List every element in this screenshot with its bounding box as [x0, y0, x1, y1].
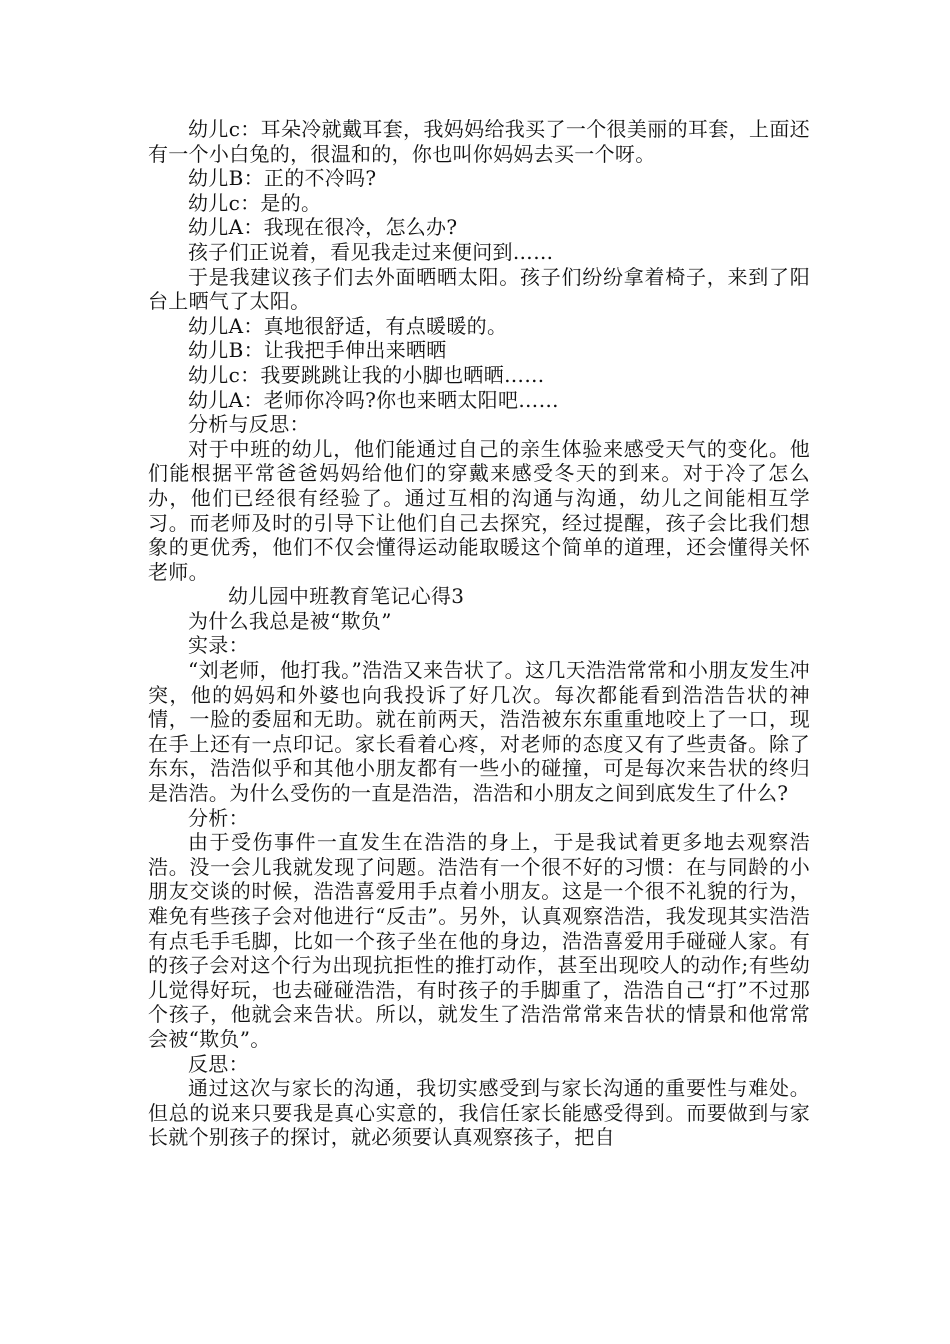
paragraph-analysis-body: 对于中班的幼儿，他们能通过自己的亲生体验来感受天气的变化。他们能根据平常爸爸妈妈给他们的穿戴来感受冬天的到来。对于冷了怎么办，他们已经很有经验了。通过互相的沟通与沟通，幼儿之间能相互学习。而老师及时的引导下让他们自己去探究，经过提醒，孩子会比我们想象的更优秀，他们不仅会懂得运动能取暖这个简单的道理，还会懂得关怀老师。 [148, 436, 810, 584]
paragraph-dialogue-6: 幼儿B：让我把手伸出来晒晒 [188, 338, 447, 363]
paragraph-dialogue-1: 幼儿c：耳朵冷就戴耳套，我妈妈给我买了一个很美丽的耳套，上面还有一个小白兔的，很温和的，你也叫你妈妈去买一个呀。 [148, 117, 810, 166]
paragraph-reflection-body: 通过这次与家长的沟通，我切实感受到与家长沟通的重要性与难处。但总的说来只要我是真心实意的，我信任家长能感受得到。而要做到与家长就个别孩子的探讨，就必须要认真观察孩子，把自 [148, 1076, 810, 1150]
section-label-record: 实录： [188, 633, 249, 658]
section-label-analysis-reflection: 分析与反思： [188, 412, 310, 437]
paragraph-dialogue-7: 幼儿c：我要跳跳让我的小脚也晒晒…… [188, 362, 545, 387]
paragraph-record-body: “刘老师，他打我。”浩浩又来告状了。这几天浩浩常常和小朋友发生冲突，他的妈妈和外婆也向我投诉了好几次。每次都能看到浩浩告状的神情，一脸的委屈和无助。就在前两天，浩浩被东东重重地咬上了一口，现在手上还有一点印记。家长看着心疼，对老师的态度又有了些责备。除了东东，浩浩似乎和其他小朋友都有一些小的碰撞，可是每次来告状的终归是浩浩。为什么受伤的一直是浩浩，浩浩和小朋友之间到底发生了什么? [148, 658, 810, 806]
paragraph-narration-1: 孩子们正说着，看见我走过来便问到…… [188, 239, 554, 264]
document-page [148, 117, 810, 1150]
section-label-reflection: 反思： [188, 1051, 249, 1076]
paragraph-dialogue-5: 幼儿A：真地很舒适，有点暖暖的。 [188, 313, 508, 338]
section-heading: 幼儿园中班教育笔记心得3 [228, 584, 465, 609]
section-title: 为什么我总是被“欺负” [188, 608, 392, 633]
paragraph-analysis-detail: 由于受伤事件一直发生在浩浩的身上，于是我试着更多地去观察浩浩。没一会儿我就发现了问题。浩浩有一个很不好的习惯：在与同龄的小朋友交谈的时候，浩浩喜爱用手点着小朋友。这是一个很不礼貌的行为，难免有些孩子会对他进行“反击”。另外，认真观察浩浩，我发现其实浩浩有点毛手毛脚，比如一个孩子坐在他的身边，浩浩喜爱用手碰碰人家。有的孩子会对这个行为出现抗拒性的推打动作，甚至出现咬人的动作;有些幼儿觉得好玩，也去碰碰浩浩，有时孩子的手脚重了，浩浩自己“打”不过那个孩子，他就会来告状。所以，就发生了浩浩常常来告状的情景和他常常会被“欺负”。 [148, 830, 810, 1051]
paragraph-dialogue-8: 幼儿A：老师你冷吗?你也来晒太阳吧…… [188, 387, 559, 412]
section-label-analysis: 分析： [188, 805, 249, 830]
paragraph-narration-2: 于是我建议孩子们去外面晒晒太阳。孩子们纷纷拿着椅子，来到了阳台上晒气了太阳。 [148, 264, 810, 314]
paragraph-dialogue-3: 幼儿c：是的。 [188, 190, 322, 215]
paragraph-dialogue-2: 幼儿B：正的不冷吗? [188, 166, 377, 191]
paragraph-dialogue-4: 幼儿A：我现在很冷，怎么办? [188, 215, 458, 240]
